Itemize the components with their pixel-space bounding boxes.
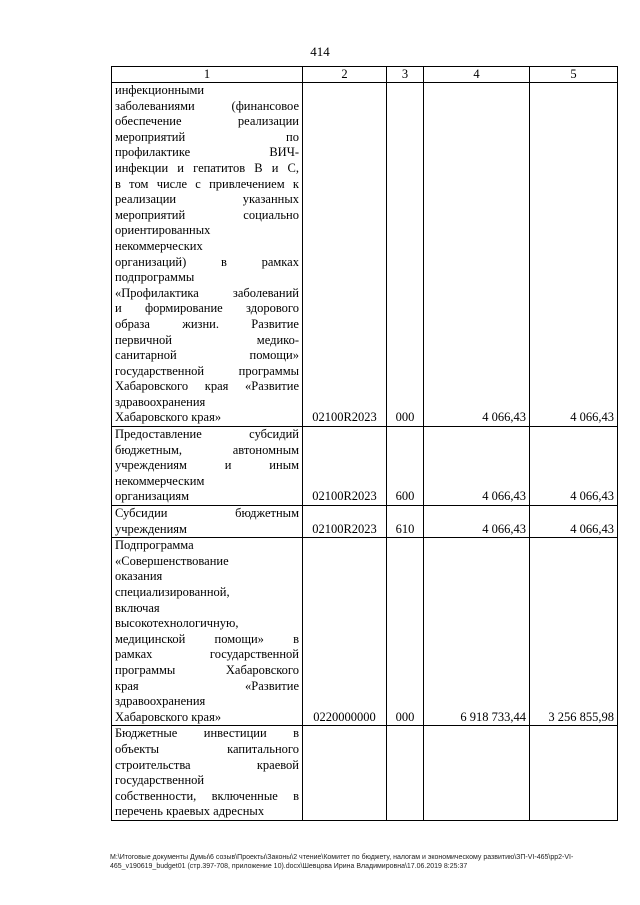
description-line: высокотехнологичную, <box>115 616 239 631</box>
row-description <box>112 83 303 427</box>
description-line: первичной медико- <box>115 332 299 347</box>
description-line: строительства краевой <box>115 757 299 772</box>
column-header: 1 <box>112 67 303 83</box>
column-header: 2 <box>303 67 387 83</box>
description-line: некоммерческих <box>115 238 203 253</box>
row-amount-col5: 4 066,43 <box>530 427 618 506</box>
table-row <box>112 538 618 726</box>
row-description <box>112 538 303 726</box>
row-amount-col5: 3 256 855,98 <box>530 538 618 726</box>
column-header: 3 <box>387 67 424 83</box>
description-line: бюджетным, автономным <box>115 442 299 457</box>
description-line: государственной программы <box>115 363 299 378</box>
description-line: объекты капитального <box>115 741 299 756</box>
row-amount-col5: 4 066,43 <box>530 83 618 427</box>
description-line: Предоставление субсидий <box>115 427 299 442</box>
description-line: ориентированных <box>115 223 211 238</box>
table-row <box>112 83 618 427</box>
table-row <box>112 427 618 506</box>
row-target-code: 02100R2023 <box>303 427 387 506</box>
description-line: Хабаровского края» <box>115 410 222 425</box>
row-amount-col5: 4 066,43 <box>530 506 618 538</box>
description-line: инфекции и гепатитов В и С, <box>115 160 299 175</box>
column-header: 5 <box>530 67 618 83</box>
description-line: обеспечение реализации <box>115 114 299 129</box>
row-amount-col4 <box>424 726 530 821</box>
row-target-code <box>303 726 387 821</box>
description-line: мероприятий социально <box>115 207 299 222</box>
description-line: заболеваниями (финансовое <box>115 98 299 113</box>
budget-table <box>111 66 618 821</box>
description-line: Хабаровского края» <box>115 709 222 724</box>
description-line: организациям <box>115 489 190 504</box>
description-line: подпрограммы <box>115 270 195 285</box>
row-expense-type <box>387 726 424 821</box>
row-description <box>112 427 303 506</box>
description-line: реализации указанных <box>115 192 299 207</box>
description-line: перечень краевых адресных <box>115 804 265 819</box>
description-line: образа жизни. Развитие <box>115 316 299 331</box>
description-line: включая <box>115 600 160 615</box>
description-line: программы Хабаровского <box>115 662 299 677</box>
description-line: организаций) в рамках <box>115 254 299 269</box>
row-target-code: 02100R2023 <box>303 83 387 427</box>
row-expense-type: 600 <box>387 427 424 506</box>
description-line: некоммерческим <box>115 473 205 488</box>
description-line: санитарной помощи» <box>115 348 299 363</box>
row-amount-col4: 4 066,43 <box>424 427 530 506</box>
description-line: государственной <box>115 773 205 788</box>
description-line: Субсидии бюджетным <box>115 506 299 521</box>
row-target-code: 0220000000 <box>303 538 387 726</box>
description-line: здравоохранения <box>115 694 206 709</box>
description-line: специализированной, <box>115 585 230 599</box>
table-row <box>112 726 618 821</box>
row-description <box>112 506 303 538</box>
description-line: медицинской помощи» в <box>115 631 299 646</box>
row-expense-type: 610 <box>387 506 424 538</box>
description-line: учреждениям и иным <box>115 458 299 473</box>
row-description <box>112 726 303 821</box>
description-line: «Совершенствование <box>115 553 229 568</box>
row-amount-col4: 4 066,43 <box>424 83 530 427</box>
description-line: и формирование здорового <box>115 301 299 316</box>
table-row <box>112 506 618 538</box>
description-line: оказания <box>115 569 163 584</box>
row-amount-col4: 6 918 733,44 <box>424 538 530 726</box>
row-expense-type: 000 <box>387 83 424 427</box>
page-number: 414 <box>310 44 330 59</box>
description-line: Подпрограмма <box>115 538 194 553</box>
row-amount-col4: 4 066,43 <box>424 506 530 538</box>
description-line: учреждениям <box>115 521 187 536</box>
row-expense-type: 000 <box>387 538 424 726</box>
row-amount-col5 <box>530 726 618 821</box>
description-line: Хабаровского края «Развитие <box>115 379 299 394</box>
description-line: инфекционными <box>115 83 205 97</box>
description-line: профилактике ВИЧ- <box>115 145 299 160</box>
table-header-row <box>112 67 618 83</box>
description-line: рамках государственной <box>115 647 299 662</box>
description-line: мероприятий по <box>115 129 299 144</box>
description-line: Бюджетные инвестиции в <box>115 726 299 741</box>
description-line: в том числе с привлечением к <box>115 176 299 191</box>
description-line: «Профилактика заболеваний <box>115 285 299 300</box>
file-path-footer: M:\Итоговые документы Думы\6 созыв\Проекты\Законы\2 чтение\Комитет по бюджету, налогам и экономическому развитию\ЗП-VI-465\рр2-VI-465_v190619_budget01 (стр.397-708, приложение 10).docx\Шевцова Ирина Владимировна\17.06.2019 8:25:37 <box>110 854 574 870</box>
description-line: края «Развитие <box>115 678 299 693</box>
row-target-code: 02100R2023 <box>303 506 387 538</box>
column-header: 4 <box>424 67 530 83</box>
description-line: здравоохранения <box>115 394 206 409</box>
description-line: собственности, включенные в <box>115 788 299 803</box>
